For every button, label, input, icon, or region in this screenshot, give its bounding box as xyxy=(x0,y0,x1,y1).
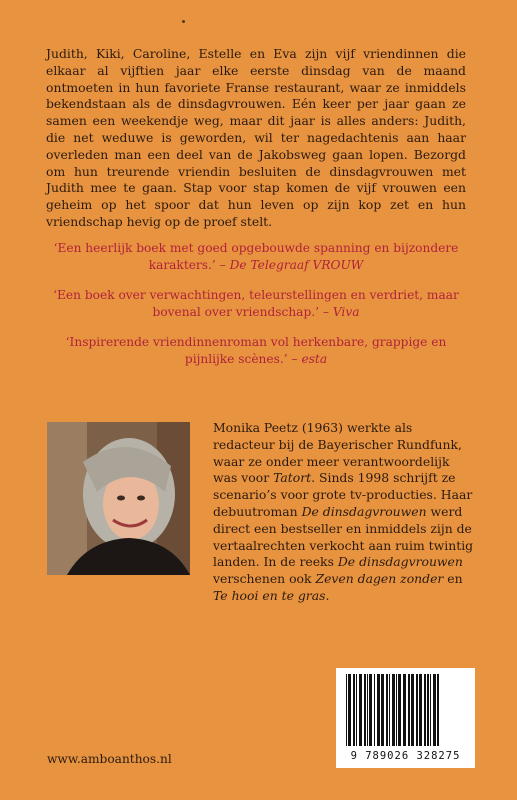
bio-text: werd direct een bestseller en inmiddels zijn de vertaalrechten verkocht aan ruim twintig landen. In de reeks xyxy=(213,503,474,570)
review-quote xyxy=(46,334,466,367)
quote-source: De Telegraaf VROUW xyxy=(229,257,364,272)
barcode-bar xyxy=(411,674,414,746)
publisher-website-link[interactable]: www.amboanthos.nl xyxy=(47,752,172,766)
barcode-bar xyxy=(346,674,347,746)
quote-text: ‘Een heerlijk boek met goed opgebouwde spanning en bijzondere karakters.’ xyxy=(53,241,459,272)
quote-dash: – xyxy=(319,304,333,319)
bio-title-debut: De dinsdagvrouwen xyxy=(301,503,427,519)
bio-text: Monika Peetz (1963) werkte als redacteur bij de Bayerischer Rundfunk, waar ze onder meer verantwoordelijk was voor xyxy=(213,420,462,486)
bio-text: . Sinds 1998 schrijft ze scenario’s voor grote tv-producties. Haar debuutroman xyxy=(213,470,473,519)
barcode-bar xyxy=(424,674,426,746)
barcode-bar xyxy=(392,674,395,746)
decorative-dot xyxy=(182,20,185,23)
author-photo xyxy=(47,422,190,575)
barcode-bar xyxy=(386,674,388,746)
barcode-icon xyxy=(344,674,467,746)
barcode-bar xyxy=(359,674,362,746)
barcode-bar xyxy=(348,674,351,746)
barcode-bar xyxy=(416,674,418,746)
barcode-bar xyxy=(369,674,372,746)
blurb-text: Judith, Kiki, Caroline, Estelle en Eva zijn vijf vriendinnen die elkaar al vijftien jaar elke eerste dinsdag van de maand ontmoeten in hun favoriete Franse restaurant, waar ze inmiddels bekendstaan als de dinsdagvrouwen. Eén keer per jaar gaan ze samen een weekendje weg, maar dit jaar is alles anders: Judith, die net weduwe is geworden, wil ter nagedachtenis aan haar overleden man een deel van de Jakobsweg gaan lopen. Bezorgd om hun treurende vriendin besluiten de dinsdagvrouwen met Judith mee te gaan. Stap voor stap komen de vijf vrouwen een geheim op het spoor dat hun leven op zijn kop zet en hun vriendschap hevig op de proef stelt. xyxy=(46,46,466,229)
barcode-bar xyxy=(374,674,375,746)
barcode-bar xyxy=(381,674,384,746)
bio-title-series: De dinsdagvrouwen xyxy=(337,554,463,570)
isbn-barcode xyxy=(336,668,475,768)
quote-dash: – xyxy=(215,257,230,272)
quote-source: esta xyxy=(301,351,328,366)
author-bio xyxy=(213,420,475,605)
barcode-bar xyxy=(433,674,436,746)
review-quote xyxy=(46,240,466,273)
review-quotes xyxy=(46,240,466,381)
bio-text: . xyxy=(325,587,330,603)
barcode-bar xyxy=(437,674,439,746)
barcode-bar xyxy=(403,674,406,746)
barcode-bar xyxy=(427,674,429,746)
bio-text: verschenen ook xyxy=(213,571,316,587)
bio-text: en xyxy=(443,571,463,587)
barcode-bar xyxy=(408,674,410,746)
barcode-bar xyxy=(377,674,380,746)
barcode-bar xyxy=(353,674,355,746)
bio-title-book3: Te hooi en te gras xyxy=(213,587,326,603)
barcode-bar xyxy=(389,674,390,746)
quote-dash: – xyxy=(287,351,302,366)
quote-text: ‘Een boek over verwachtingen, teleurstellingen en verdriet, maar bovenal over vriendschap.’ xyxy=(53,288,459,319)
barcode-bar xyxy=(396,674,397,746)
bio-title-tatort: Tatort xyxy=(273,470,312,486)
barcode-bar xyxy=(356,674,357,746)
quote-source: Viva xyxy=(332,304,360,319)
review-quote xyxy=(46,287,466,320)
bio-title-book2: Zeven dagen zonder xyxy=(315,571,444,587)
quote-text: ‘Inspirerende vriendinnenroman vol herkenbare, grappige en pijnlijke scènes.’ xyxy=(65,335,447,366)
barcode-bar xyxy=(419,674,422,746)
barcode-bar xyxy=(430,674,431,746)
barcode-bar xyxy=(367,674,368,746)
barcode-bar xyxy=(398,674,401,746)
book-blurb xyxy=(46,46,466,231)
barcode-bar xyxy=(364,674,366,746)
isbn-number: 9 789026 328275 xyxy=(350,750,461,762)
